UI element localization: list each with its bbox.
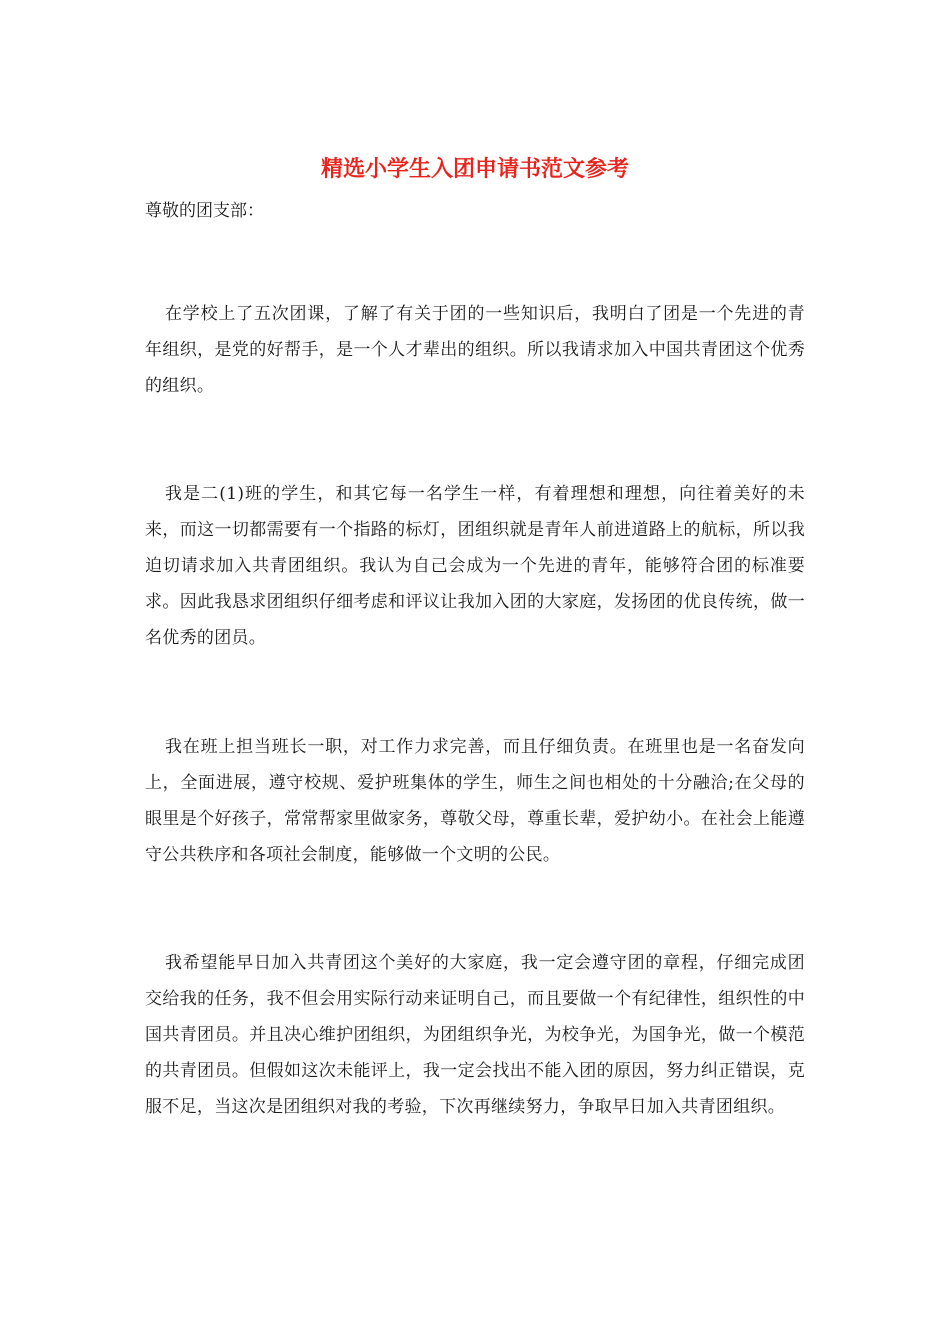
document-title: 精选小学生入团申请书范文参考 <box>320 157 629 182</box>
paragraph-1: 在学校上了五次团课，了解了有关于团的一些知识后，我明白了团是一个先进的青年组织，是党的好帮手，是一个人才辈出的组织。所以我请求加入中国共青团这个优秀的组织。 <box>145 304 805 396</box>
paragraph-3: 我在班上担当班长一职，对工作力求完善，而且仔细负责。在班里也是一名奋发向上，全面进展，遵守校规、爱护班集体的学生，师生之间也相处的十分融洽;在父母的眼里是个好孩子，常常帮家里做家务，尊敬父母，尊重长辈，爱护幼小。在社会上能遵守公共秩序和各项社会制度，能够做一个文明的公民。 <box>145 737 805 865</box>
salutation: 尊敬的团支部： <box>145 201 264 221</box>
paragraph-2: 我是二(1)班的学生，和其它每一名学生一样，有着理想和理想，向往着美好的未来，而这一切都需要有一个指路的标灯，团组织就是青年人前进道路上的航标，所以我迫切请求加入共青团组织。我认为自己会成为一个先进的青年，能够符合团的标准要求。因此我恳求团组织仔细考虑和评议让我加入团的大家庭，发扬团的优良传统，做一名优秀的团员。 <box>145 484 805 648</box>
paragraph-4: 我希望能早日加入共青团这个美好的大家庭，我一定会遵守团的章程，仔细完成团交给我的任务，我不但会用实际行动来证明自己，而且要做一个有纪律性，组织性的中国共青团员。并且决心维护团组织，为团组织争光，为校争光，为国争光，做一个模范的共青团员。但假如这次未能评上，我一定会找出不能入团的原因，努力纠正错误，克服不足，当这次是团组织对我的考验，下次再继续努力，争取早日加入共青团组织。 <box>145 953 805 1117</box>
